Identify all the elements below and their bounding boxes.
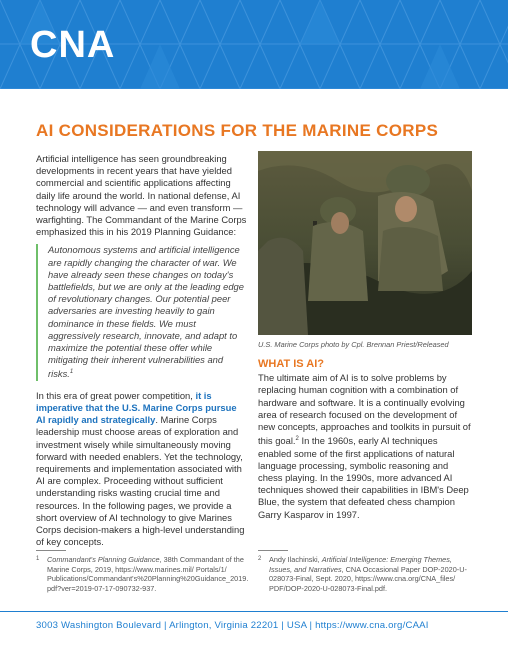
footnote-author: Andy Ilachinski,	[269, 555, 322, 564]
footnote-citation[interactable]: , 38th Commandant of the Marine Corps, 2019, https://www.marines.mil/ Portals/1/ Publications/Commandant's%20Planning%20Guidance_2019. pdf?ver=2019-07-17-090732-937.	[47, 555, 249, 593]
intro-paragraph: Artificial intelligence has seen groundbreaking developments in recent years that have yielded commercial and scientific applications affecting daily life around the world. In national defense, AI technology will advance — and even transform — warfighting. The Commandant of the Marine Corps emphasized this in his 2019 Planning Guidance:	[36, 153, 247, 238]
section-heading: WHAT IS AI?	[258, 358, 324, 370]
ai-text-2: In the 1960s, early AI techniques enabled some of the first applications of natural language processing, symbolic reasoning and chess playing. In the 1990s, more advanced AI techniques showed their capabilities in IBM's Deep Blue, the system that defeated chess champion Garry Kasparov in 1997.	[258, 435, 469, 520]
footnote-ref-1[interactable]: 1	[69, 369, 74, 376]
footnote-title: Artificial Intelligence: Emerging Themes, Issues, and Narratives	[269, 555, 452, 574]
footnote-title: Commandant's Planning Guidance	[47, 555, 160, 564]
pull-quote	[36, 244, 247, 380]
page-title: AI CONSIDERATIONS FOR THE MARINE CORPS	[36, 121, 439, 140]
footnote-number: 2	[258, 556, 262, 562]
highlight-text: it is imperative that the U.S. Marine Corps pursue AI rapidly and strategically	[36, 389, 237, 426]
footnote-text	[47, 555, 250, 593]
quote-text: Autonomous systems and artificial intelligence are rapidly changing the character of war. We have already seen these changes on today's battlefields, but we are only at the leading edge of revolutionary changes. Our potential peer adversaries are investing heavily to gain dominance in these fields. We must aggressively research, innovate, and adapt to maximize the potential these offer while mitigating their inherent vulnerabilities and risks.	[48, 244, 244, 380]
what-is-ai-paragraph	[258, 372, 472, 521]
footnote-divider	[36, 550, 66, 551]
footer-address[interactable]: 3003 Washington Boulevard | Arlington, Virginia 22201 | USA | https://www.cna.org/CAAI	[36, 620, 429, 631]
cna-logo[interactable]: CNA	[30, 24, 116, 66]
footnote-citation[interactable]: , CNA Occasional Paper DOP-2020-U-028073-Final, Sept. 2020, https://www.cna.org/CNA_files/ PDF/DOP-2020-U-028073-Final.pdf.	[269, 564, 467, 593]
left-column	[36, 153, 247, 554]
soldiers-photo-illustration	[258, 151, 472, 335]
ai-text-1: The ultimate aim of AI is to solve problems by replacing human cognition with a combination of hardware and software. It is a continually evolving area of research focused on the development of new concepts, approaches and toolkits in pursuit of this goal.	[258, 372, 471, 447]
footnote-1	[36, 555, 250, 593]
body-paragraph	[36, 390, 247, 549]
footnote-ref-2[interactable]: 2	[295, 436, 299, 443]
footnote-number: 1	[36, 556, 40, 562]
footnote-text	[269, 555, 472, 593]
right-column	[258, 358, 472, 521]
body-text-rest: . Marine Corps leadership must choose areas of exploration and investment wisely while simultaneously moving forward with needed enablers. Yet the technology, requirements and implementation associated with AI are complex. Proceeding without sufficient understanding risks wasting crucial time and resources. In the following pages, we provide a short overview of AI technology to give Marines Corps decision-makers a high-level understanding of key concepts.	[36, 414, 245, 548]
photo-caption: U.S. Marine Corps photo by Cpl. Brennan Priest/Released	[258, 340, 449, 349]
footnote-divider	[258, 550, 288, 551]
marines-photo	[258, 151, 472, 335]
footnote-2	[258, 555, 472, 593]
footer-divider	[0, 611, 508, 612]
header-banner	[0, 0, 508, 89]
body-text-start: In this era of great power competition,	[36, 389, 196, 401]
